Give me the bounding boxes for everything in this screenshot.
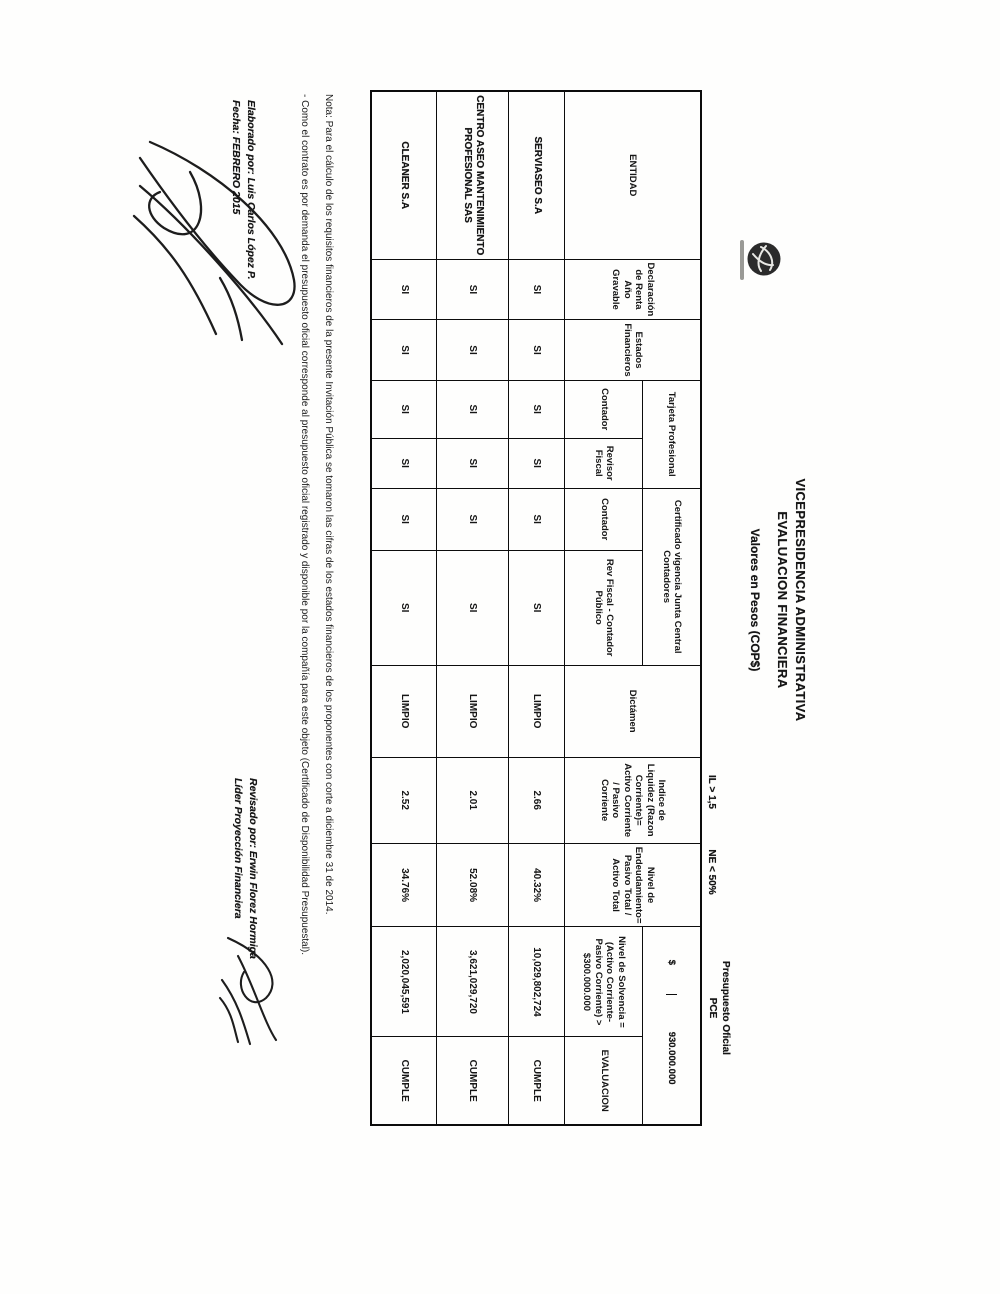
page-title: VICEPRESIDENCIA ADMINISTRATIVA (793, 478, 808, 722)
col-tarjeta-contador: Contador (565, 380, 643, 438)
page-subtitle-line: EVALUACION FINANCIERA (775, 511, 790, 689)
cell-cert-revfiscal: SI (371, 550, 437, 665)
cell-cert-contador: SI (371, 488, 437, 550)
cell-endeudamiento: 52.08% (437, 843, 509, 927)
cell-estados: SI (371, 320, 437, 380)
cell-declaracion: SI (371, 259, 437, 320)
signature-elaborado-icon (122, 128, 312, 363)
prepared-date: Fecha: FEBRERO 2015 (230, 100, 242, 215)
col-entidad: ENTIDAD (565, 91, 701, 259)
cell-endeudamiento: 40.32% (509, 843, 565, 927)
cell-tarjeta-contador: SI (509, 380, 565, 438)
cell-liquidez: 2.66 (509, 757, 565, 843)
col-dictamen: Dictámen (565, 665, 701, 757)
pce-text: PCE (707, 997, 718, 1019)
reviewer-role: Líder Proyección Financiera (232, 778, 244, 919)
footnote-line: Nota: Para el cálculo de los requisitos financieros de la presente Invitación Pública se tomaron las cifras de los estados financieros de los proponentes con corte a diciembre 31 de 2014. (323, 94, 334, 915)
cell-evaluacion: CUMPLE (509, 1037, 565, 1125)
cell-evaluacion: CUMPLE (437, 1037, 509, 1125)
cell-dictamen: LIMPIO (509, 665, 565, 757)
col-indice-liquidez: Indice de Liquidez (Razon Corriente)= Activo Corriente / Pasivo Corriente (565, 757, 701, 843)
footnote-line: - Como el contrato es por demanda el presupuesto oficial corresponde al presupuesto oficial registrado y disponible por la compañía para este objeto (Certificado de Disponibilidad Presupuestal). (299, 94, 310, 956)
cell-solvencia: 3,621,029,720 (437, 927, 509, 1037)
cell-tarjeta-revisor: SI (371, 438, 437, 488)
cell-dictamen: LIMPIO (437, 665, 509, 757)
cell-dictamen: LIMPIO (371, 665, 437, 757)
cell-evaluacion: CUMPLE (371, 1037, 437, 1125)
criteria-labels (704, 90, 738, 1109)
cell-declaracion: SI (437, 259, 509, 320)
cell-estados: SI (437, 320, 509, 380)
col-certificado-vigencia: Certificado vigencia Junta Central Contadores (643, 488, 701, 665)
entity-name: CLEANER S.A (371, 91, 437, 259)
cell-solvencia: 10,029,802,724 (509, 927, 565, 1037)
table-row (437, 91, 509, 1125)
col-nivel-endeudamiento: Nivel de Endeudamiento= Pasivo Total / Activo Total (565, 843, 701, 927)
col-declaracion-renta: Declaración de Renta Año Gravable (565, 259, 701, 320)
col-tarjeta-profesional: Tarjeta Profesional (643, 380, 701, 488)
cell-cert-revfiscal: SI (509, 550, 565, 665)
official-budget-text: Presupuesto Oficial (720, 961, 731, 1055)
col-nivel-solvencia: Nivel de Solvencia = (Activo Corriente-Pasivo Corriente) > $300.000.000 (565, 927, 643, 1037)
cell-estados: SI (509, 320, 565, 380)
cell-cert-revfiscal: SI (437, 550, 509, 665)
table-row (371, 91, 437, 1125)
table-row (509, 91, 565, 1125)
reviewed-by: Revisado por: Erwin Florez Hormiga (247, 778, 259, 959)
cell-cert-contador: SI (509, 488, 565, 550)
official-budget-label (706, 909, 732, 1107)
cell-declaracion: SI (509, 259, 565, 320)
cell-tarjeta-contador: SI (371, 380, 437, 438)
entity-name: CENTRO ASEO MANTENIMIENTO PROFESIONAL SAS (437, 91, 509, 259)
cell-tarjeta-contador: SI (437, 380, 509, 438)
document-header (775, 70, 808, 1130)
cell-tarjeta-revisor: SI (437, 438, 509, 488)
entity-name: SERVIASEO S.A (509, 91, 565, 259)
cell-endeudamiento: 34.76% (371, 843, 437, 927)
col-tarjeta-revisor-fiscal: Revisor Fiscal (565, 438, 643, 488)
prepared-by-block (228, 100, 258, 280)
debt-threshold-label: NE < 50% (706, 849, 717, 895)
cell-liquidez: 2.52 (371, 757, 437, 843)
currency-note: Valores en Pesos (COP$) (748, 528, 762, 672)
pce-amount-cell (643, 927, 701, 1125)
reviewed-by-block (230, 778, 260, 959)
cell-tarjeta-revisor: SI (509, 438, 565, 488)
col-estados-financieros: Estados Financieros (565, 320, 701, 380)
col-certificado-rev-fiscal: Rev Fiscal - Contador Público (565, 550, 643, 665)
col-evaluacion: EVALUACION (565, 1037, 643, 1125)
cell-liquidez: 2.01 (437, 757, 509, 843)
prepared-by: Elaborado por: Luis Carlos López P. (245, 100, 257, 280)
col-certificado-contador: Contador (565, 488, 643, 550)
currency-symbol: $ (666, 930, 678, 995)
cell-solvencia: 2,020,045,591 (371, 927, 437, 1037)
financial-evaluation-table (370, 90, 702, 1126)
liquidity-threshold-label: IL > 1,5 (706, 774, 717, 809)
official-budget-value: 930.000.000 (666, 1031, 678, 1085)
cell-cert-contador: SI (437, 488, 509, 550)
